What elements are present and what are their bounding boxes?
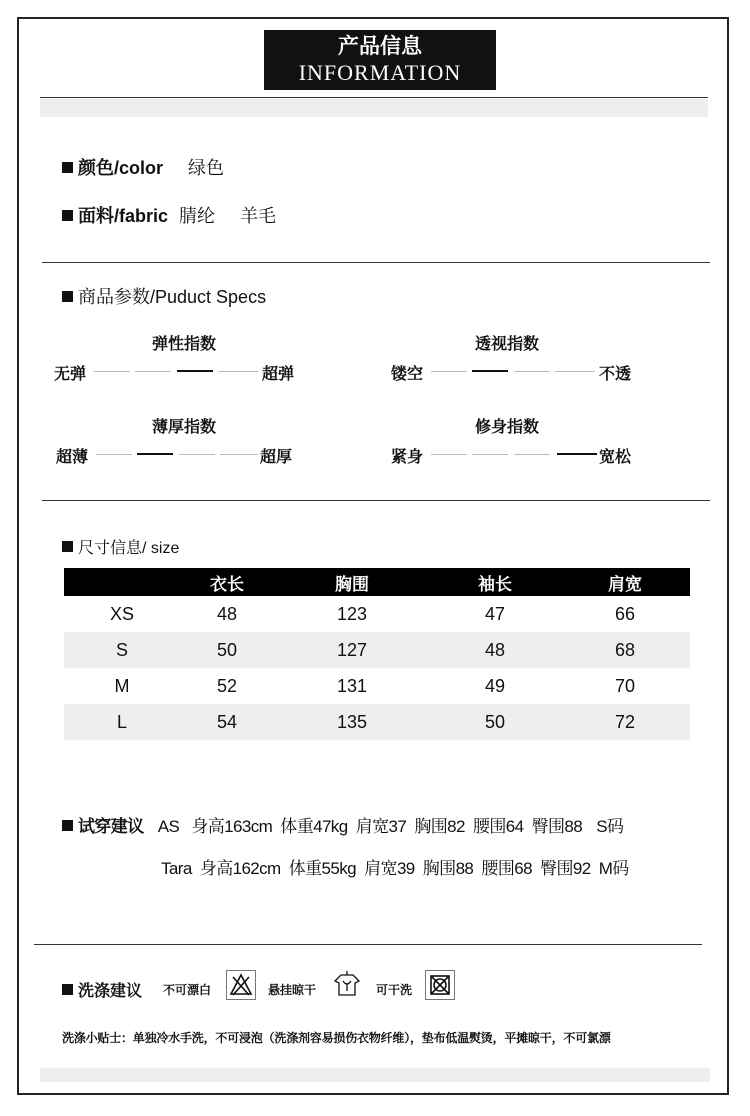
color-row (62, 154, 224, 180)
trial-model2-weight: 体重55kg (288, 859, 357, 878)
elasticity-seg-4 (218, 371, 258, 372)
color-label: 颜色/color (78, 158, 164, 178)
trial-model2-size: M码 (598, 859, 629, 878)
trial-model1-waist: 腰围64 (472, 817, 524, 836)
thickness-left: 超薄 (56, 449, 89, 466)
transparency-left: 镂空 (391, 366, 424, 383)
color-value: 绿色 (188, 158, 225, 178)
size-heading (62, 535, 179, 558)
thickness-seg-1 (96, 454, 132, 455)
table-row (64, 632, 690, 668)
bullet-square-icon (62, 541, 73, 552)
elasticity-seg-2 (135, 371, 171, 372)
fabric-row (62, 202, 276, 228)
hang-dry-label: 悬挂晾干 (268, 983, 317, 997)
size-cell: 47 (484, 603, 506, 624)
trial-row-1 (62, 812, 623, 837)
bullet-square-icon (62, 984, 73, 995)
elasticity-seg-1 (94, 371, 130, 372)
size-cell: XS (109, 603, 134, 624)
size-cell: 127 (274, 632, 430, 668)
transparency-seg-1 (431, 371, 467, 372)
trial-model1-chest: 胸围82 (414, 817, 465, 836)
size-cell: 50 (430, 704, 560, 740)
size-cell: 49 (484, 675, 506, 696)
fabric-value-2: 羊毛 (240, 206, 277, 226)
header-rule (40, 97, 708, 98)
header-title-box (264, 30, 496, 90)
trial-model1-hip: 臀围88 (531, 817, 583, 836)
elasticity-left: 无弹 (54, 366, 87, 383)
fabric-label: 面料/fabric (78, 206, 169, 226)
fabric-value-1: 腈纶 (179, 206, 216, 226)
wash-tips: 洗涤小贴士：单独冷水手洗，不可浸泡（洗涤剂容易损伤衣物纤维），垫布低温熨烫，平摊晾干，不可氯漂 (62, 1031, 611, 1045)
table-row (64, 704, 690, 740)
no-bleach-label: 不可漂白 (163, 983, 212, 997)
specs-heading (62, 283, 266, 309)
trial-model2-chest: 胸围88 (422, 859, 474, 878)
size-table-header (64, 568, 690, 596)
trial-model2-shoulder: 肩宽39 (364, 859, 415, 878)
wash-label: 洗涤建议 (78, 983, 143, 1000)
thickness-title: 薄厚指数 (152, 419, 217, 436)
thickness-seg-4 (220, 454, 258, 455)
size-cell: 68 (560, 632, 690, 668)
wash-heading (62, 978, 142, 1001)
header-title-cn: 产品信息 (338, 34, 422, 58)
fit-left: 紧身 (391, 449, 424, 466)
elasticity-title: 弹性指数 (152, 336, 217, 353)
size-header-chest: 胸围 (274, 568, 430, 596)
size-table (64, 568, 690, 740)
fit-seg-4 (557, 453, 597, 455)
hang-dry-icon (331, 967, 363, 999)
elasticity-seg-3 (177, 370, 213, 372)
size-header-sleeve: 袖长 (430, 568, 560, 596)
basic-rule (42, 262, 710, 263)
no-bleach-icon (226, 970, 256, 1000)
transparency-seg-2 (472, 370, 508, 372)
size-cell: L (64, 704, 180, 740)
transparency-seg-4 (555, 371, 595, 372)
trial-model2-height: 身高162cm (199, 859, 281, 878)
trial-label: 试穿建议 (78, 817, 144, 836)
transparency-seg-3 (514, 371, 550, 372)
size-header-shoulder: 肩宽 (560, 568, 690, 596)
transparency-title: 透视指数 (475, 336, 540, 353)
bullet-square-icon (62, 291, 73, 302)
fit-seg-1 (431, 454, 467, 455)
footer-band (40, 1068, 710, 1082)
fit-title: 修身指数 (475, 419, 540, 436)
trial-model1-height: 身高163cm (191, 817, 273, 836)
size-cell: 135 (274, 704, 430, 740)
size-header-size (64, 568, 180, 596)
specs-rule (42, 500, 710, 501)
thickness-seg-3 (179, 454, 215, 455)
size-cell: 54 (180, 704, 274, 740)
elasticity-right: 超弹 (262, 366, 295, 383)
trial-model1-name: AS (157, 817, 180, 836)
dry-clean-icon (425, 970, 455, 1000)
size-header-length: 衣长 (180, 568, 274, 596)
size-cell: 50 (180, 632, 274, 668)
table-row (64, 668, 690, 704)
thickness-right: 超厚 (260, 449, 293, 466)
fit-seg-3 (514, 454, 550, 455)
dry-clean-label: 可干洗 (376, 983, 413, 997)
trial-model2-waist: 腰围68 (481, 859, 532, 878)
size-cell: 72 (560, 704, 690, 740)
trial-model2-hip: 臀围92 (540, 859, 591, 878)
transparency-right: 不透 (599, 366, 632, 383)
size-cell: 48 (430, 632, 560, 668)
bullet-square-icon (62, 820, 73, 831)
header-title-en: INFORMATION (298, 60, 462, 85)
size-cell: 131 (336, 675, 368, 696)
fit-right: 宽松 (599, 449, 632, 466)
thickness-seg-2 (137, 453, 173, 455)
size-cell: 48 (216, 603, 238, 624)
size-cell: 123 (336, 603, 368, 624)
trial-row-2 (161, 854, 629, 879)
size-cell: S (64, 632, 180, 668)
table-row (64, 596, 690, 632)
trial-rule (34, 944, 702, 945)
size-cell: 52 (216, 675, 238, 696)
trial-model1-weight: 体重47kg (280, 817, 348, 836)
size-cell: 70 (614, 675, 636, 696)
trial-model1-shoulder: 肩宽37 (355, 817, 407, 836)
fit-seg-2 (472, 454, 508, 455)
size-label: 尺寸信息/ size (78, 540, 180, 557)
bullet-square-icon (62, 210, 73, 221)
bullet-square-icon (62, 162, 73, 173)
header-band (40, 99, 708, 117)
trial-model1-size: S码 (596, 817, 624, 836)
specs-label: 商品参数/Puduct Specs (78, 287, 267, 307)
size-cell: M (114, 675, 130, 696)
trial-model2-name: Tara (161, 859, 192, 878)
size-cell: 66 (614, 603, 636, 624)
